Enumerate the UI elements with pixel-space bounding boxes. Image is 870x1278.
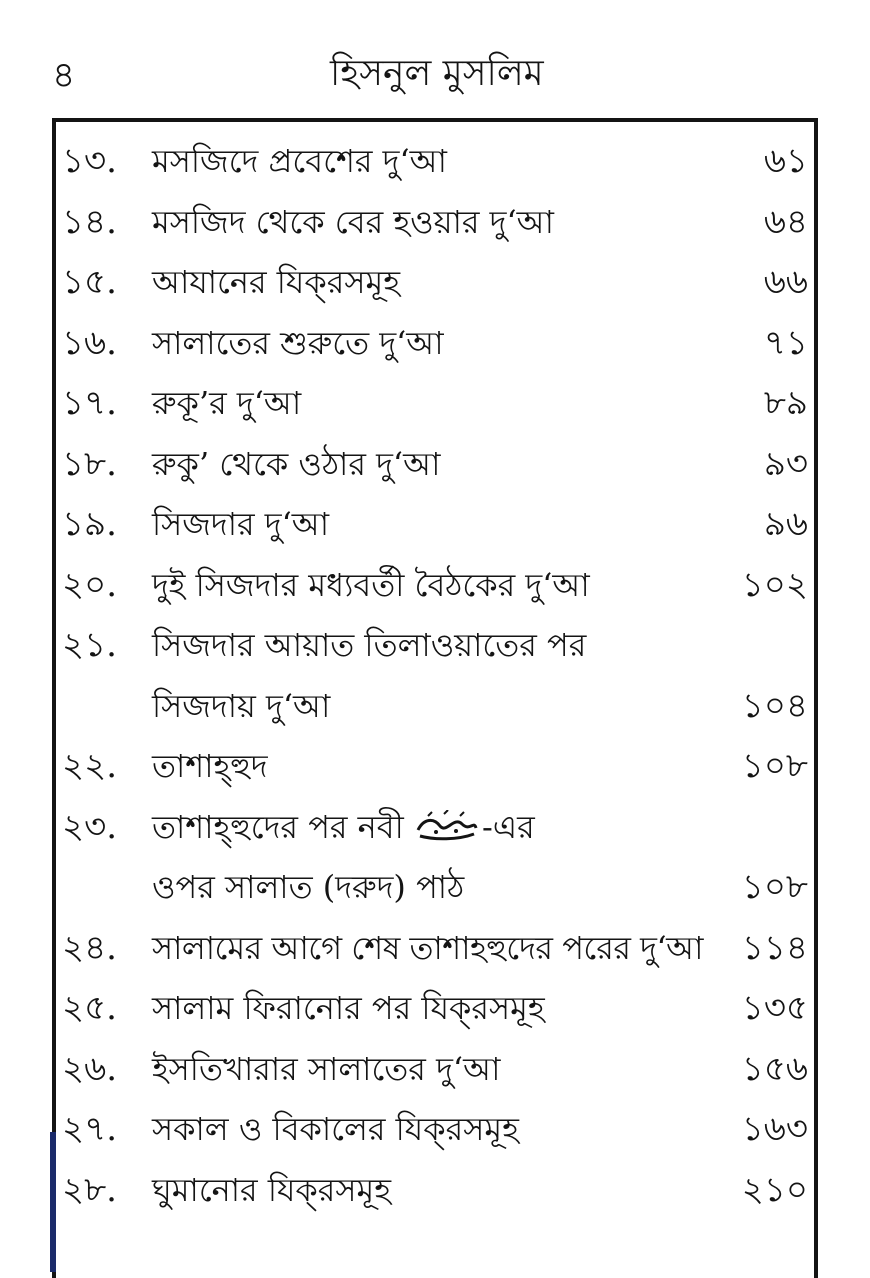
entry-page-number: ৬৬: [763, 262, 808, 302]
toc-entry[interactable]: [56, 556, 814, 617]
toc-entry[interactable]: [56, 193, 814, 254]
entry-page-number: ১৫৬: [741, 1048, 808, 1089]
toc-entry[interactable]: [56, 616, 814, 677]
entry-title: [152, 804, 732, 850]
toc-list: [56, 132, 814, 1221]
entry-page-number: ৬১: [763, 141, 808, 181]
entry-title: সিজদায় দু‘আ: [152, 686, 331, 725]
entry-title: তাশাহ্‌হুদ: [152, 747, 268, 785]
toc-entry[interactable]: [56, 1161, 814, 1222]
toc-entry[interactable]: [56, 737, 814, 798]
entry-number: ২০.: [62, 564, 118, 605]
entry-page-number: ৯৬: [763, 504, 808, 544]
toc-entry[interactable]: [56, 374, 814, 435]
entry-page-number: ১০৪: [741, 685, 808, 726]
entry-number: ২২.: [62, 746, 118, 786]
toc-entry[interactable]: [56, 253, 814, 314]
entry-number: ১৬.: [62, 322, 117, 363]
entry-title: সকাল ও বিকালের যিক্‌রসমূহ: [152, 1110, 519, 1148]
entry-page-number: ৭১: [763, 322, 808, 363]
toc-entry[interactable]: [56, 132, 814, 193]
entry-title: ঘুমানোর যিক্‌রসমূহ: [152, 1170, 392, 1209]
entry-title: ইসতিখারার সালাতের দু‘আ: [152, 1049, 501, 1088]
entry-title: মসজিদে প্রবেশের দু‘আ: [152, 142, 447, 180]
entry-page-number: ১০৮: [741, 746, 808, 786]
entry-page-number: ১০৮: [741, 867, 808, 907]
entry-title: সিজদার দু‘আ: [152, 505, 330, 543]
toc-entry[interactable]: [56, 979, 814, 1040]
toc-entry[interactable]: [56, 314, 814, 375]
entry-title: আযানের যিক্‌রসমূহ: [152, 263, 401, 301]
entry-number: ১৪.: [62, 201, 117, 242]
entry-page-number: ৬৪: [763, 201, 808, 242]
toc-entry[interactable]: [56, 919, 814, 980]
salawat-calligraphy-icon: [414, 810, 480, 844]
toc-entry[interactable]: [56, 495, 814, 556]
entry-title: সিজদার আয়াত তিলাওয়াতের পর: [152, 626, 587, 664]
entry-number: ২১.: [62, 625, 117, 665]
entry-page-number: ১৩৫: [741, 988, 808, 1028]
entry-number: ১৭.: [62, 383, 117, 423]
entry-title-after-icon: -এর: [481, 807, 535, 846]
entry-number: ২৮.: [62, 1169, 117, 1210]
entry-title: সালাতের শুরুতে দু‘আ: [152, 323, 444, 362]
table-of-contents: [52, 118, 818, 1278]
entry-page-number: ৯৩: [763, 443, 808, 484]
toc-entry[interactable]: [56, 1040, 814, 1101]
toc-entry[interactable]: [56, 798, 814, 859]
entry-title: সালামের আগে শেষ তাশাহহুদের পরের দু‘আ: [152, 928, 703, 967]
entry-page-number: ১১৪: [741, 927, 808, 968]
entry-title: দুই সিজদার মধ্যবর্তী বৈঠকের দু‘আ: [152, 565, 590, 604]
entry-page-number: ২১০: [741, 1169, 808, 1210]
entry-number: ১৫.: [62, 262, 117, 302]
entry-title: মসজিদ থেকে বের হওয়ার দু‘আ: [152, 202, 554, 241]
entry-title: রুকূ’র দু‘আ: [152, 384, 302, 422]
entry-title: রুকু’ থেকে ওঠার দু‘আ: [152, 444, 441, 483]
toc-entry[interactable]: [56, 435, 814, 496]
entry-title-before-icon: তাশাহ্‌হুদের পর নবী: [152, 807, 414, 846]
entry-number: ১৩.: [62, 141, 117, 181]
entry-number: ২৪.: [62, 927, 117, 968]
page-header: [0, 0, 870, 118]
entry-page-number: ১৬৩: [741, 1109, 808, 1149]
entry-number: ২৩.: [62, 806, 118, 847]
toc-entry-continuation[interactable]: [56, 858, 814, 919]
entry-number: ২৬.: [62, 1048, 118, 1089]
entry-page-number: ৮৯: [763, 383, 808, 423]
entry-title: সালাম ফিরানোর পর যিক্‌রসমূহ: [152, 989, 545, 1027]
book-title: হিসনুল মুসলিম: [330, 53, 544, 94]
entry-title: ওপর সালাত (দরুদ) পাঠ: [152, 868, 465, 906]
entry-number: ১৮.: [62, 443, 117, 484]
entry-number: ২৭.: [62, 1109, 118, 1149]
toc-entry-continuation[interactable]: [56, 677, 814, 738]
entry-page-number: ১০২: [741, 564, 808, 605]
entry-number: ২৫.: [62, 988, 117, 1028]
page-number: ৪: [52, 55, 76, 96]
entry-number: ১৯.: [62, 504, 117, 544]
toc-entry[interactable]: [56, 1100, 814, 1161]
